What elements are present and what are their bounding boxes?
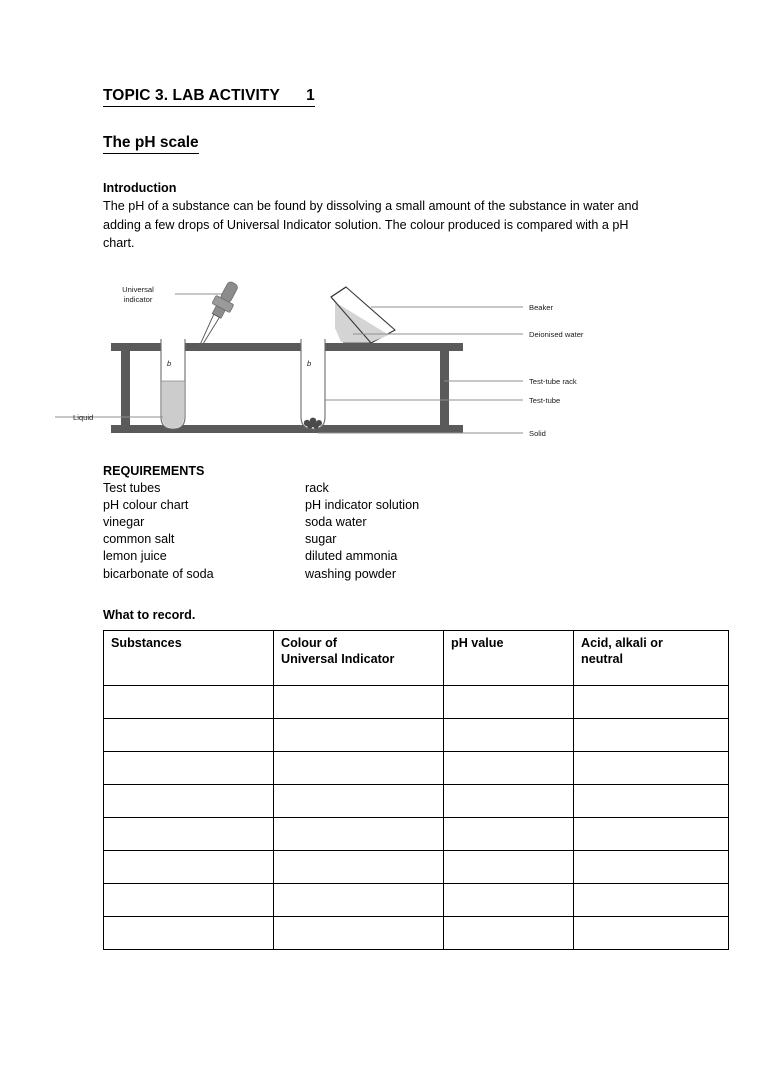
page-title: TOPIC 3. LAB ACTIVITY 1	[103, 86, 315, 107]
table-body	[104, 685, 729, 949]
table-row	[104, 685, 729, 718]
table-cell[interactable]	[274, 751, 444, 784]
requirement-item: pH colour chart	[103, 497, 189, 512]
test-tube-with-liquid	[161, 339, 185, 429]
requirement-item: washing powder	[305, 566, 397, 581]
table-cell[interactable]	[274, 883, 444, 916]
table-cell[interactable]	[444, 883, 574, 916]
table-row	[104, 718, 729, 751]
requirement-item: lemon juice	[103, 549, 167, 564]
tube-mark-right: b	[307, 358, 312, 368]
column-header-ph-value	[444, 630, 574, 685]
subtitle-row	[103, 133, 673, 154]
table-row	[104, 883, 729, 916]
table-cell[interactable]	[444, 751, 574, 784]
table-cell[interactable]	[104, 685, 274, 718]
tube-mark-left: b	[167, 358, 172, 368]
table-cell[interactable]	[274, 685, 444, 718]
introduction-paragraph: The pH of a substance can be found by dissolving a small amount of the substance in water and adding a few drops of Universal Indicator solution. The colour produced is compared with a pH chart.	[103, 199, 639, 250]
label-liquid: Liquid	[73, 412, 94, 422]
column-header-substances	[104, 630, 274, 685]
requirement-item: diluted ammonia	[305, 549, 398, 564]
page-subtitle: The pH scale	[103, 133, 199, 154]
table-cell[interactable]	[444, 685, 574, 718]
requirement-row	[103, 566, 673, 583]
table-cell[interactable]	[444, 784, 574, 817]
requirements-list	[103, 480, 673, 583]
table-row	[104, 850, 729, 883]
requirements-heading: REQUIREMENTS	[103, 463, 205, 478]
table-cell[interactable]	[274, 784, 444, 817]
table-header-row	[104, 630, 729, 685]
table-cell[interactable]	[104, 718, 274, 751]
table-cell[interactable]	[444, 718, 574, 751]
header-line: pH value	[451, 635, 504, 650]
table-row	[104, 784, 729, 817]
table-header	[104, 630, 729, 685]
table-cell[interactable]	[274, 817, 444, 850]
table-cell[interactable]	[444, 817, 574, 850]
requirement-item: bicarbonate of soda	[103, 566, 214, 581]
page-content	[73, 86, 673, 950]
table-row	[104, 751, 729, 784]
requirement-item: common salt	[103, 532, 175, 547]
requirement-item: pH indicator solution	[305, 497, 420, 512]
table-cell[interactable]	[104, 751, 274, 784]
requirement-item: Test tubes	[103, 480, 161, 495]
table-cell[interactable]	[574, 718, 729, 751]
label-beaker: Beaker	[529, 302, 554, 312]
record-table	[103, 630, 729, 950]
table-row	[104, 817, 729, 850]
requirement-item: vinegar	[103, 514, 145, 529]
table-cell[interactable]	[574, 883, 729, 916]
table-cell[interactable]	[444, 916, 574, 949]
requirement-row	[103, 480, 673, 497]
rack-left-leg	[121, 351, 130, 425]
rack-right-leg	[440, 351, 449, 425]
column-header-classification	[574, 630, 729, 685]
requirement-row	[103, 531, 673, 548]
requirement-item: sugar	[305, 532, 337, 547]
table-cell[interactable]	[444, 850, 574, 883]
table-cell[interactable]	[574, 784, 729, 817]
table-cell[interactable]	[574, 916, 729, 949]
label-solid: Solid	[529, 428, 546, 438]
table-cell[interactable]	[104, 784, 274, 817]
label-universal-indicator-line1: Universal	[122, 284, 154, 294]
table-cell[interactable]	[574, 850, 729, 883]
table-cell[interactable]	[274, 718, 444, 751]
table-cell[interactable]	[104, 850, 274, 883]
table-cell[interactable]	[574, 817, 729, 850]
requirement-item: rack	[305, 480, 329, 495]
beaker-icon	[331, 287, 395, 343]
header-line: Acid, alkali or	[581, 635, 663, 650]
requirement-item: soda water	[305, 514, 367, 529]
title-row	[103, 86, 673, 107]
label-test-tube: Test-tube	[529, 395, 561, 405]
label-universal-indicator-line2: indicator	[123, 294, 153, 304]
table-cell[interactable]	[274, 916, 444, 949]
label-deionised-water: Deionised water	[529, 329, 584, 339]
table-row	[104, 916, 729, 949]
table-cell[interactable]	[104, 817, 274, 850]
header-line: Universal Indicator	[281, 651, 395, 666]
table-cell[interactable]	[104, 883, 274, 916]
requirement-row	[103, 497, 673, 514]
table-cell[interactable]	[104, 916, 274, 949]
test-tube-with-solid	[301, 339, 325, 429]
label-test-tube-rack: Test-tube rack	[529, 376, 577, 386]
table-cell[interactable]	[274, 850, 444, 883]
requirement-row	[103, 514, 673, 531]
table-cell[interactable]	[574, 751, 729, 784]
header-line: Substances	[111, 635, 182, 650]
apparatus-diagram	[73, 273, 673, 463]
requirement-row	[103, 548, 673, 565]
layout-spacer	[103, 583, 673, 607]
introduction-heading: Introduction	[103, 181, 177, 195]
header-line: Colour of	[281, 635, 337, 650]
table-cell[interactable]	[574, 685, 729, 718]
header-line: neutral	[581, 651, 623, 666]
column-header-colour	[274, 630, 444, 685]
table-caption: What to record.	[103, 607, 196, 622]
